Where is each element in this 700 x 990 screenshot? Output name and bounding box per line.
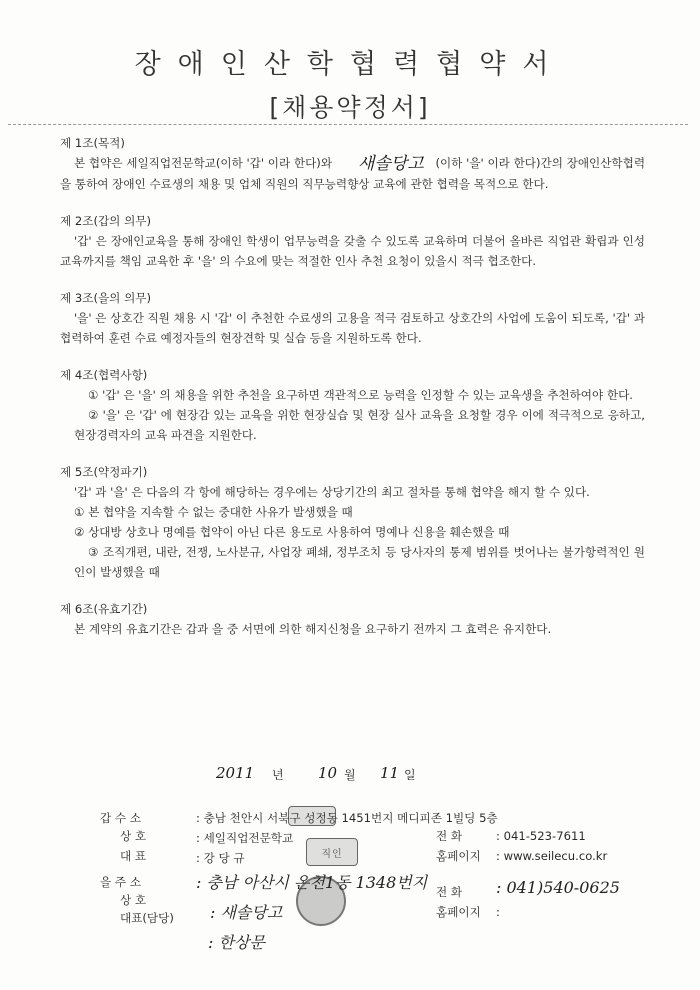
date-day: 11 xyxy=(380,764,400,782)
date-month: 10 xyxy=(318,764,338,782)
party-a-label-rep: 대 표 xyxy=(120,849,147,863)
party-a-labels xyxy=(100,808,141,828)
party-b-label-rep: 대표(담당) xyxy=(120,911,174,925)
party-a-label-address: 갑 수 소 xyxy=(100,811,141,825)
article-4-item-1: ① '갑' 은 '을' 의 채용을 위한 추천을 요구하면 객관적으로 능력을 인정할 수 있는 교육생을 추천하여야 한다. xyxy=(88,388,633,402)
party-b-label-company: 상 호 xyxy=(120,893,147,907)
party-b-labels xyxy=(120,890,146,910)
document-title: 장애인산학협력협약서 xyxy=(134,49,566,80)
date-year-label: 년 xyxy=(272,768,284,782)
party-a-right-values xyxy=(496,826,607,866)
party-b-label-phone: 전 화 xyxy=(436,885,463,899)
party-b-rep-signature: : 한상문 xyxy=(208,933,265,952)
articles-body xyxy=(60,133,645,639)
article-1-text xyxy=(60,153,645,194)
party-a-label-phone: 전 화 xyxy=(436,829,463,843)
party-a-rep: : 강 당 규 xyxy=(196,851,245,865)
party-b-label-address: 을 주 소 xyxy=(100,875,141,889)
document-subtitle: [채용약정서] xyxy=(269,93,431,122)
party-a-right-labels xyxy=(436,826,481,866)
article-3-heading: 제 3조(을의 의무) xyxy=(60,291,151,305)
party-a-label-company: 상 호 xyxy=(120,829,147,843)
article-5-heading: 제 5조(약정파기) xyxy=(60,465,148,479)
article-4-heading: 제 4조(협력사항) xyxy=(60,368,148,382)
article-6-heading: 제 6조(유효기간) xyxy=(60,602,148,616)
article-1-text-a: 본 협약은 세일직업전문학교(이하 '갑' 이라 한다)와 xyxy=(74,156,333,170)
date-month-label: 월 xyxy=(344,768,356,782)
article-1-heading: 제 1조(목적) xyxy=(60,136,125,150)
party-b-labels-rep xyxy=(120,908,174,928)
party-b-company: : 새솔당고 xyxy=(210,903,283,922)
article-4-item-2: ② '을' 은 '갑' 에 현장감 있는 교육을 위한 현장실습 및 현장 실사 교육을 요청할 경우 이에 적극적으로 응하고, 현장경력자의 교육 파견을 지원한다. xyxy=(74,408,645,442)
party-b-right-labels xyxy=(436,882,481,922)
date-year: 2011 xyxy=(216,764,255,782)
party-a-labels-2 xyxy=(120,826,146,866)
article-1-text-b: (이하 '을' 이라 한다)간의 장애인산학협력을 통하여 장애인 수료생의 채용 및 업체 직원의 직무능력향상 교육에 관한 협력을 목적으로 한다. xyxy=(60,156,646,191)
article-5-text: '갑' 과 '을' 은 다음의 각 항에 해당하는 경우에는 상당기간의 최고 절차를 통해 협약을 해지 할 수 있다. xyxy=(74,485,590,499)
party-a-phone: : 041-523-7611 xyxy=(496,829,586,843)
article-3-text: '을' 은 상호간 직원 채용 시 '갑' 이 추천한 수료생의 고용을 적극 검토하고 상호간의 사업에 도움이 되도록, '갑' 과 협력하여 훈련 수료 예정자들의 현장견학 및 실습 등을 지원하도록 한다. xyxy=(60,311,645,345)
party-b-address: : 충남 아산시 온천1동 1348번지 xyxy=(196,873,428,892)
header-divider xyxy=(8,124,688,125)
party-a-homepage: : www.seilecu.co.kr xyxy=(496,849,608,863)
party-b-label-homepage: 홈페이지 xyxy=(436,905,481,919)
party-b-label-address-wrap xyxy=(100,872,141,892)
article-5-item-1: ① 본 협약을 지속할 수 없는 중대한 사유가 발생했을 때 xyxy=(74,505,353,519)
party-b-phone: : 041)540-0625 xyxy=(496,878,620,897)
party-b-handwritten-name: 새솔당고 xyxy=(357,154,424,174)
party-a-seal-text: 직인 xyxy=(321,848,343,860)
party-a-company: : 세일직업전문학교 xyxy=(196,831,294,845)
article-6-text: 본 계약의 유효기간은 갑과 을 중 서면에 의한 해지신청을 요구하기 전까지 그 효력은 유지한다. xyxy=(74,622,552,636)
party-a-address: : 충남 천안시 서북구 성정동 1451번지 메디피존 1빌딩 5층 xyxy=(196,811,498,825)
party-a-label-homepage: 홈페이지 xyxy=(436,849,481,863)
article-5-item-2: ② 상대방 상호나 명예를 협약이 아닌 다른 용도로 사용하여 명예나 신용을 훼손했을 때 xyxy=(74,525,510,539)
article-2-heading: 제 2조(갑의 의무) xyxy=(60,214,151,228)
date-day-label: 일 xyxy=(404,768,416,782)
party-b-homepage: : xyxy=(496,905,500,919)
article-2-text: '갑' 은 장애인교육을 통해 장애인 학생이 업무능력을 갖출 수 있도록 교육하며 더불어 올바른 직업관 확립과 인성교육까지를 책임 교육한 후 '을' 의 수요에 맞는 적절한 인사 추천 요청이 있을시 적극 협조한다. xyxy=(60,234,645,268)
article-5-item-3: ③ 조직개편, 내란, 전쟁, 노사분규, 사업장 폐쇄, 정부조치 등 당사자의 통제 범위를 벗어나는 불가항력적인 원인이 발생했을 때 xyxy=(74,545,645,579)
